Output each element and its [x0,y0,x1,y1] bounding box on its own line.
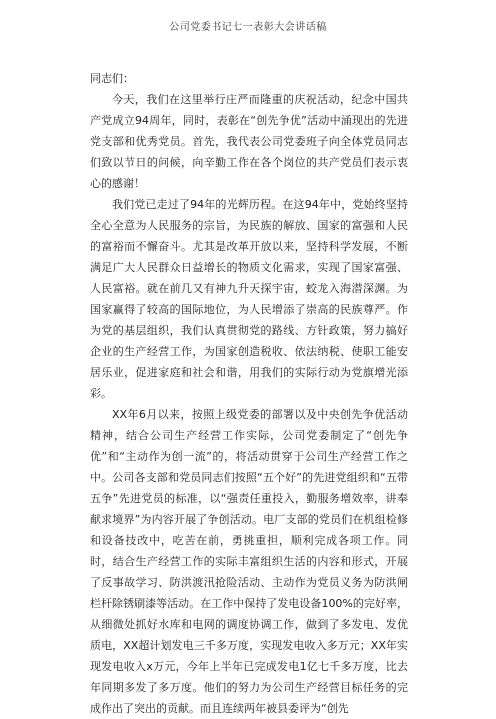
paragraph-3: XX年6月以来，按照上级党委的部署以及中央创先争优活动精神，结合公司生产经营工作实际，公司党委制定了“创先争优”和“主动作为创一流”的，将活动贯穿于公司生产经营工作之中。公司各支部和党员同志们按照“五个好”的先进党组织和“五带五争”先进党员的标准，以“强责任重投入，勤服务增效率，讲奉献求境界”为内容开展了争创活动。电厂支部的党员们在机组检修和设备技改中，吃苦在前，勇挑重担，顺利完成各项工作。同时，结合生产经营工作的实际丰富组织生活的内容和形式，开展了反事故学习、防洪渡汛抢险活动、主动作为党员义务为防洪闸栏杆除锈刷漆等活动。在工作中保持了发电设备100%的完好率，从细微处抓好水库和电网的调度协调工作，做到了多发电、发优质电，XX超计划发电三千多万度，实现发电收入多万元；XX年实现发电收入x万元，今年上半年已完成发电1亿七千多万度，比去年同期多发了多万度。他们的努力为公司生产经营目标任务的完成作出了突出的贡献。而且连续两年被县委评为“创先 [90,408,408,715]
paragraph-1: 今天，我们在这里举行庄严而隆重的庆祝活动，纪念中国共产党成立94周年，同时，表彰在“创先争优”活动中涌现出的先进党支部和优秀党员。首先，我代表公司党委班子向全体党员同志们致以节日的问候，向辛勤工作在各个岗位的共产党员们表示衷心的感谢！ [90,93,408,190]
paragraph-2: 我们党已走过了94年的光辉历程。在这94年中，党始终坚持全心全意为人民服务的宗旨，为民族的解放、国家的富强和人民的富裕而不懈奋斗。尤其是改革开放以来，坚持科学发展，不断满足广大人民群众日益增长的物质文化需求，实现了国家富强、人民富裕。就在前几又有神九升天探宇宙，蛟龙入海潜深渊。为国家赢得了较高的国际地位，为人民增添了崇高的民族尊严。作为党的基层组织，我们认真贯彻党的路线、方针政策，努力搞好企业的生产经营工作，为国家创造税收、依法纳税、使职工能安居乐业，促进家庭和社会和谐，用我们的实际行动为党旗增光添彩。 [90,198,408,400]
greeting: 同志们： [90,72,134,85]
document-title: 公司党委书记七一表彰大会讲话稿 [169,22,327,33]
document-body [90,68,408,719]
